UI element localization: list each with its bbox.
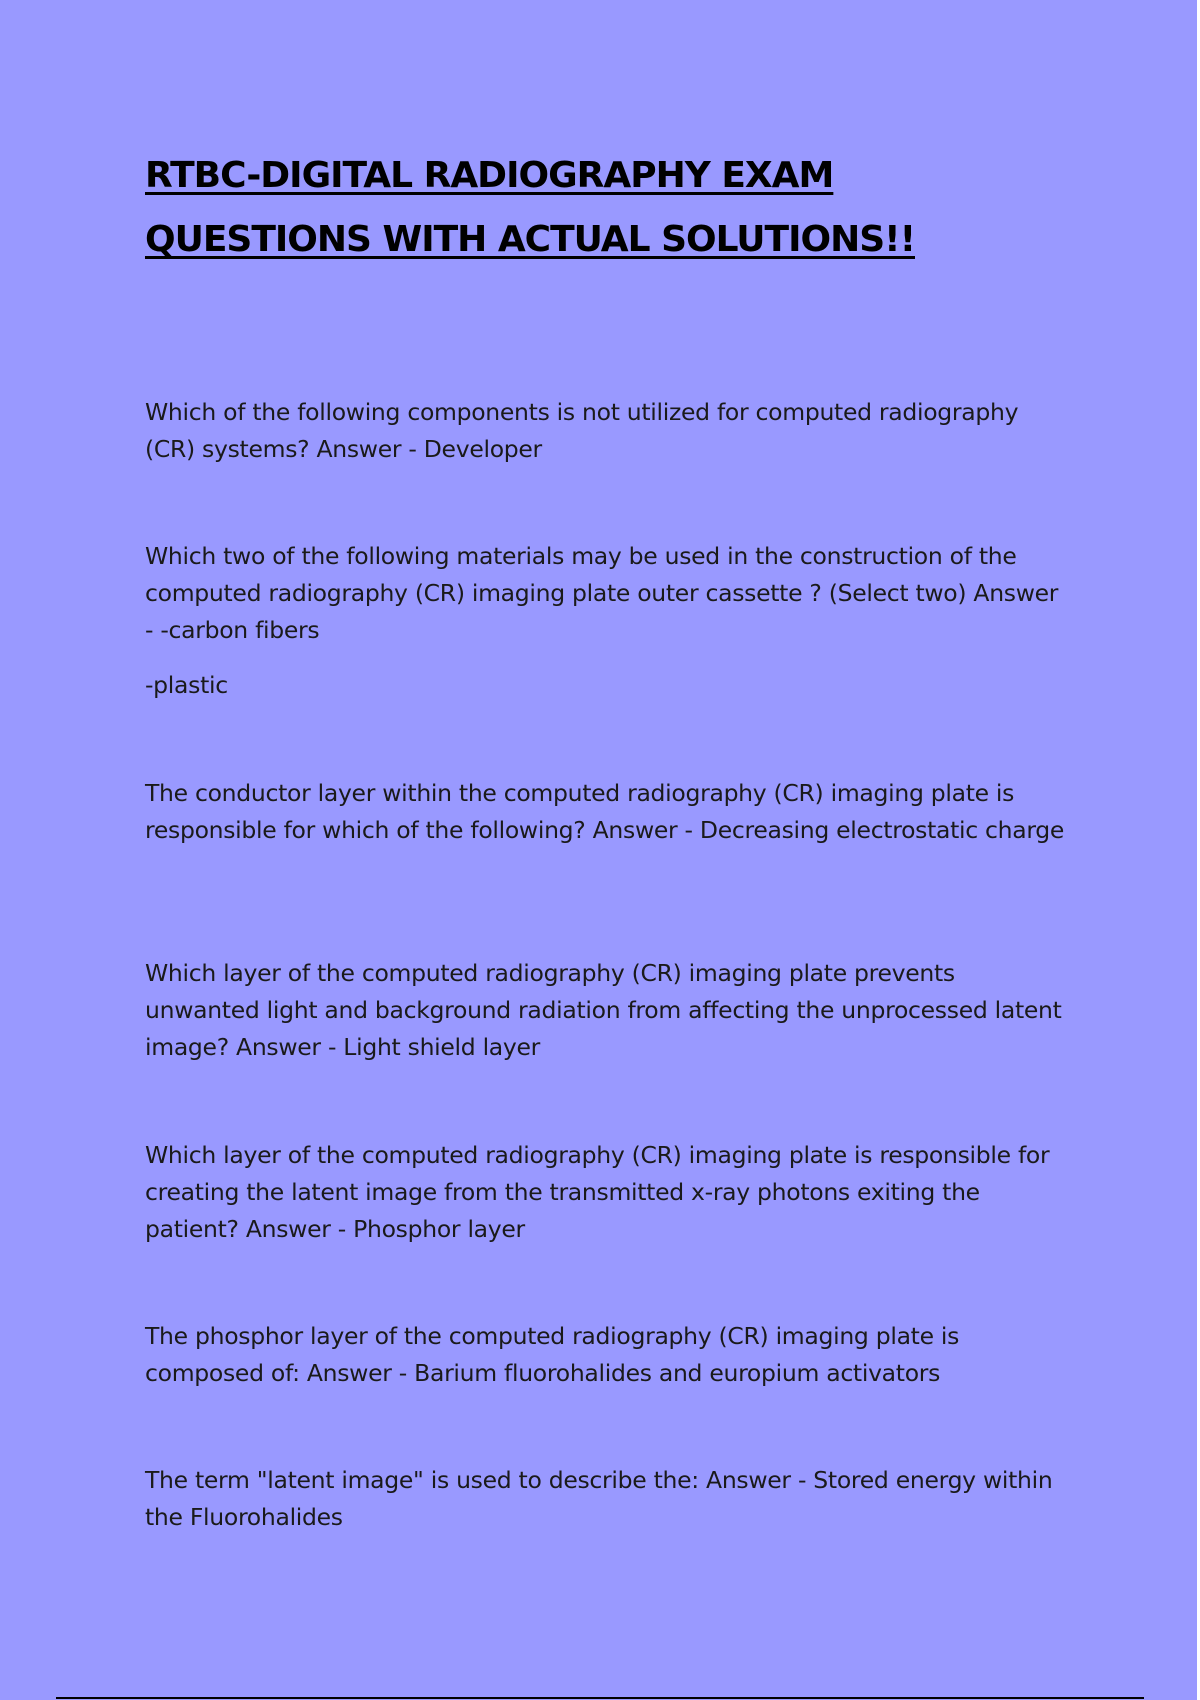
footer-rule bbox=[56, 1697, 1144, 1699]
title-line-1: RTBC-DIGITAL RADIOGRAPHY EXAM bbox=[145, 155, 834, 196]
qa-item-2: Which two of the following materials may be used in the construction of the computed radiography (CR) imaging plate outer cassette ? (Select two) Answer - -carbon fibers bbox=[145, 542, 1059, 644]
qa-item-3: The conductor layer within the computed radiography (CR) imaging plate is responsible for which of the following? Answer - Decreasing electrostatic charge bbox=[145, 779, 1065, 844]
qa-item-2-extra: -plastic bbox=[145, 671, 228, 699]
qa-item-5: Which layer of the computed radiography (CR) imaging plate is responsible for creating the latent image from the transmitted x-ray photons exiting the patient? Answer - Phosphor layer bbox=[145, 1141, 1050, 1243]
qa-item-6: The phosphor layer of the computed radiography (CR) imaging plate is composed of: Answer - Barium fluorohalides and europium activators bbox=[145, 1322, 960, 1387]
qa-item-1: Which of the following components is not utilized for computed radiography (CR) systems? Answer - Developer bbox=[145, 398, 1019, 463]
title-line-2: QUESTIONS WITH ACTUAL SOLUTIONS!! bbox=[145, 219, 915, 260]
qa-item-4: Which layer of the computed radiography (CR) imaging plate prevents unwanted light and background radiation from affecting the unprocessed latent image? Answer - Light shield layer bbox=[145, 959, 1062, 1061]
document-title bbox=[145, 144, 1065, 272]
qa-item-7: The term "latent image" is used to describe the: Answer - Stored energy within the Fluorohalides bbox=[145, 1466, 1053, 1531]
